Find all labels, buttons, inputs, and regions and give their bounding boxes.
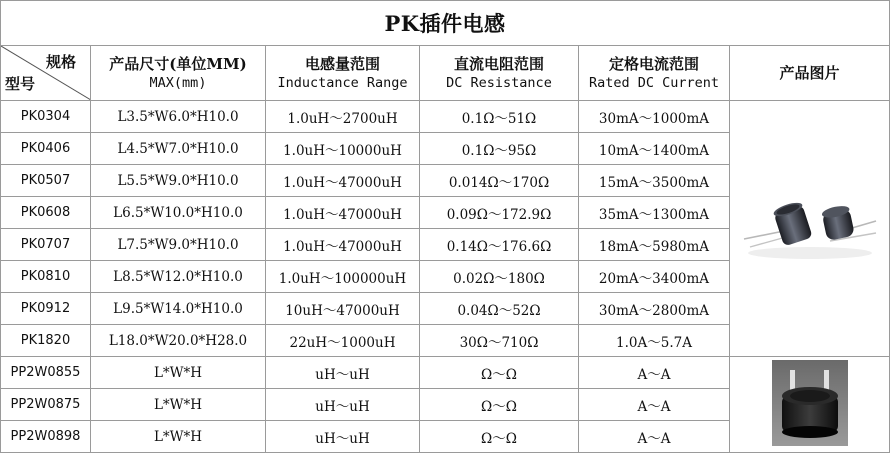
header-inductance: [266, 46, 420, 101]
cell-inductance: 1.0uH～47000uH: [266, 229, 420, 261]
cell-resistance: 0.04Ω～52Ω: [420, 293, 579, 325]
cell-inductance: 22uH～1000uH: [266, 325, 420, 357]
header-size: [91, 46, 266, 101]
header-image: [730, 46, 890, 101]
cell-inductance: 1.0uH～10000uH: [266, 133, 420, 165]
drum-inductor-photo-cell: [730, 357, 890, 453]
cell-inductance: 1.0uH～47000uH: [266, 197, 420, 229]
header-current-en: Rated DC Current: [588, 74, 720, 91]
drum-inductor-photo: [772, 360, 848, 446]
header-inductance-cn: 电感量范围: [304, 54, 380, 73]
cell-current: 10mA～1400mA: [579, 133, 730, 165]
header-size-cn: 产品尺寸(单位MM): [109, 54, 247, 73]
header-image-cn: 产品图片: [779, 64, 840, 82]
cell-current: A～A: [579, 357, 730, 389]
cell-current: 15mA～3500mA: [579, 165, 730, 197]
cell-resistance: Ω～Ω: [420, 389, 579, 421]
cell-inductance: 10uH～47000uH: [266, 293, 420, 325]
header-model-label: 型号: [5, 75, 36, 93]
cell-model: PP2W0898: [1, 421, 91, 453]
cell-resistance: 0.014Ω～170Ω: [420, 165, 579, 197]
cell-inductance: 1.0uH～100000uH: [266, 261, 420, 293]
cell-current: A～A: [579, 389, 730, 421]
cell-model: PK0707: [1, 229, 91, 261]
header-resistance-cn: 直流电阻范围: [453, 54, 544, 73]
cell-model: PP2W0875: [1, 389, 91, 421]
header-corner-cell: [1, 46, 91, 101]
cell-inductance: uH～uH: [266, 389, 420, 421]
cell-size: L9.5*W14.0*H10.0: [91, 293, 266, 325]
cell-resistance: Ω～Ω: [420, 421, 579, 453]
cell-resistance: 0.09Ω～172.9Ω: [420, 197, 579, 229]
header-size-en: MAX(mm): [149, 74, 207, 91]
table-row: [1, 357, 890, 389]
cell-resistance: 0.1Ω～51Ω: [420, 101, 579, 133]
header-inductance-en: Inductance Range: [277, 74, 408, 91]
cell-size: L18.0*W20.0*H28.0: [91, 325, 266, 357]
cell-resistance: 30Ω～710Ω: [420, 325, 579, 357]
cell-model: PK0608: [1, 197, 91, 229]
cell-inductance: 1.0uH～47000uH: [266, 165, 420, 197]
cell-current: 18mA～5980mA: [579, 229, 730, 261]
cell-resistance: 0.14Ω～176.6Ω: [420, 229, 579, 261]
cell-model: PK0406: [1, 133, 91, 165]
cell-model: PP2W0855: [1, 357, 91, 389]
cell-size: L7.5*W9.0*H10.0: [91, 229, 266, 261]
cell-inductance: uH～uH: [266, 357, 420, 389]
cell-current: 30mA～1000mA: [579, 101, 730, 133]
cell-inductance: 1.0uH～2700uH: [266, 101, 420, 133]
cell-size: L8.5*W12.0*H10.0: [91, 261, 266, 293]
table-row: [1, 101, 890, 133]
radial-inductor-photo-cell: [730, 101, 890, 357]
cell-current: A～A: [579, 421, 730, 453]
cell-size: L3.5*W6.0*H10.0: [91, 101, 266, 133]
cell-size: L*W*H: [91, 389, 266, 421]
cell-model: PK0810: [1, 261, 91, 293]
cell-current: 30mA～2800mA: [579, 293, 730, 325]
cell-model: PK1820: [1, 325, 91, 357]
cell-current: 35mA～1300mA: [579, 197, 730, 229]
cell-model: PK0507: [1, 165, 91, 197]
cell-size: L5.5*W9.0*H10.0: [91, 165, 266, 197]
cell-current: 20mA～3400mA: [579, 261, 730, 293]
cell-model: PK0304: [1, 101, 91, 133]
header-current: [579, 46, 730, 101]
cell-resistance: Ω～Ω: [420, 357, 579, 389]
cell-size: L6.5*W10.0*H10.0: [91, 197, 266, 229]
header-current-cn: 定格电流范围: [608, 54, 699, 73]
header-resistance: [420, 46, 579, 101]
cell-current: 1.0A～5.7A: [579, 325, 730, 357]
table-title: PK插件电感: [1, 1, 890, 46]
cell-size: L4.5*W7.0*H10.0: [91, 133, 266, 165]
header-resistance-en: DC Resistance: [446, 74, 552, 91]
header-spec-label: 规格: [45, 53, 76, 71]
cell-model: PK0912: [1, 293, 91, 325]
cell-inductance: uH～uH: [266, 421, 420, 453]
header-row: [1, 46, 890, 101]
cell-size: L*W*H: [91, 357, 266, 389]
cell-size: L*W*H: [91, 421, 266, 453]
radial-inductor-photo: [740, 187, 880, 267]
cell-resistance: 0.1Ω～95Ω: [420, 133, 579, 165]
cell-resistance: 0.02Ω～180Ω: [420, 261, 579, 293]
